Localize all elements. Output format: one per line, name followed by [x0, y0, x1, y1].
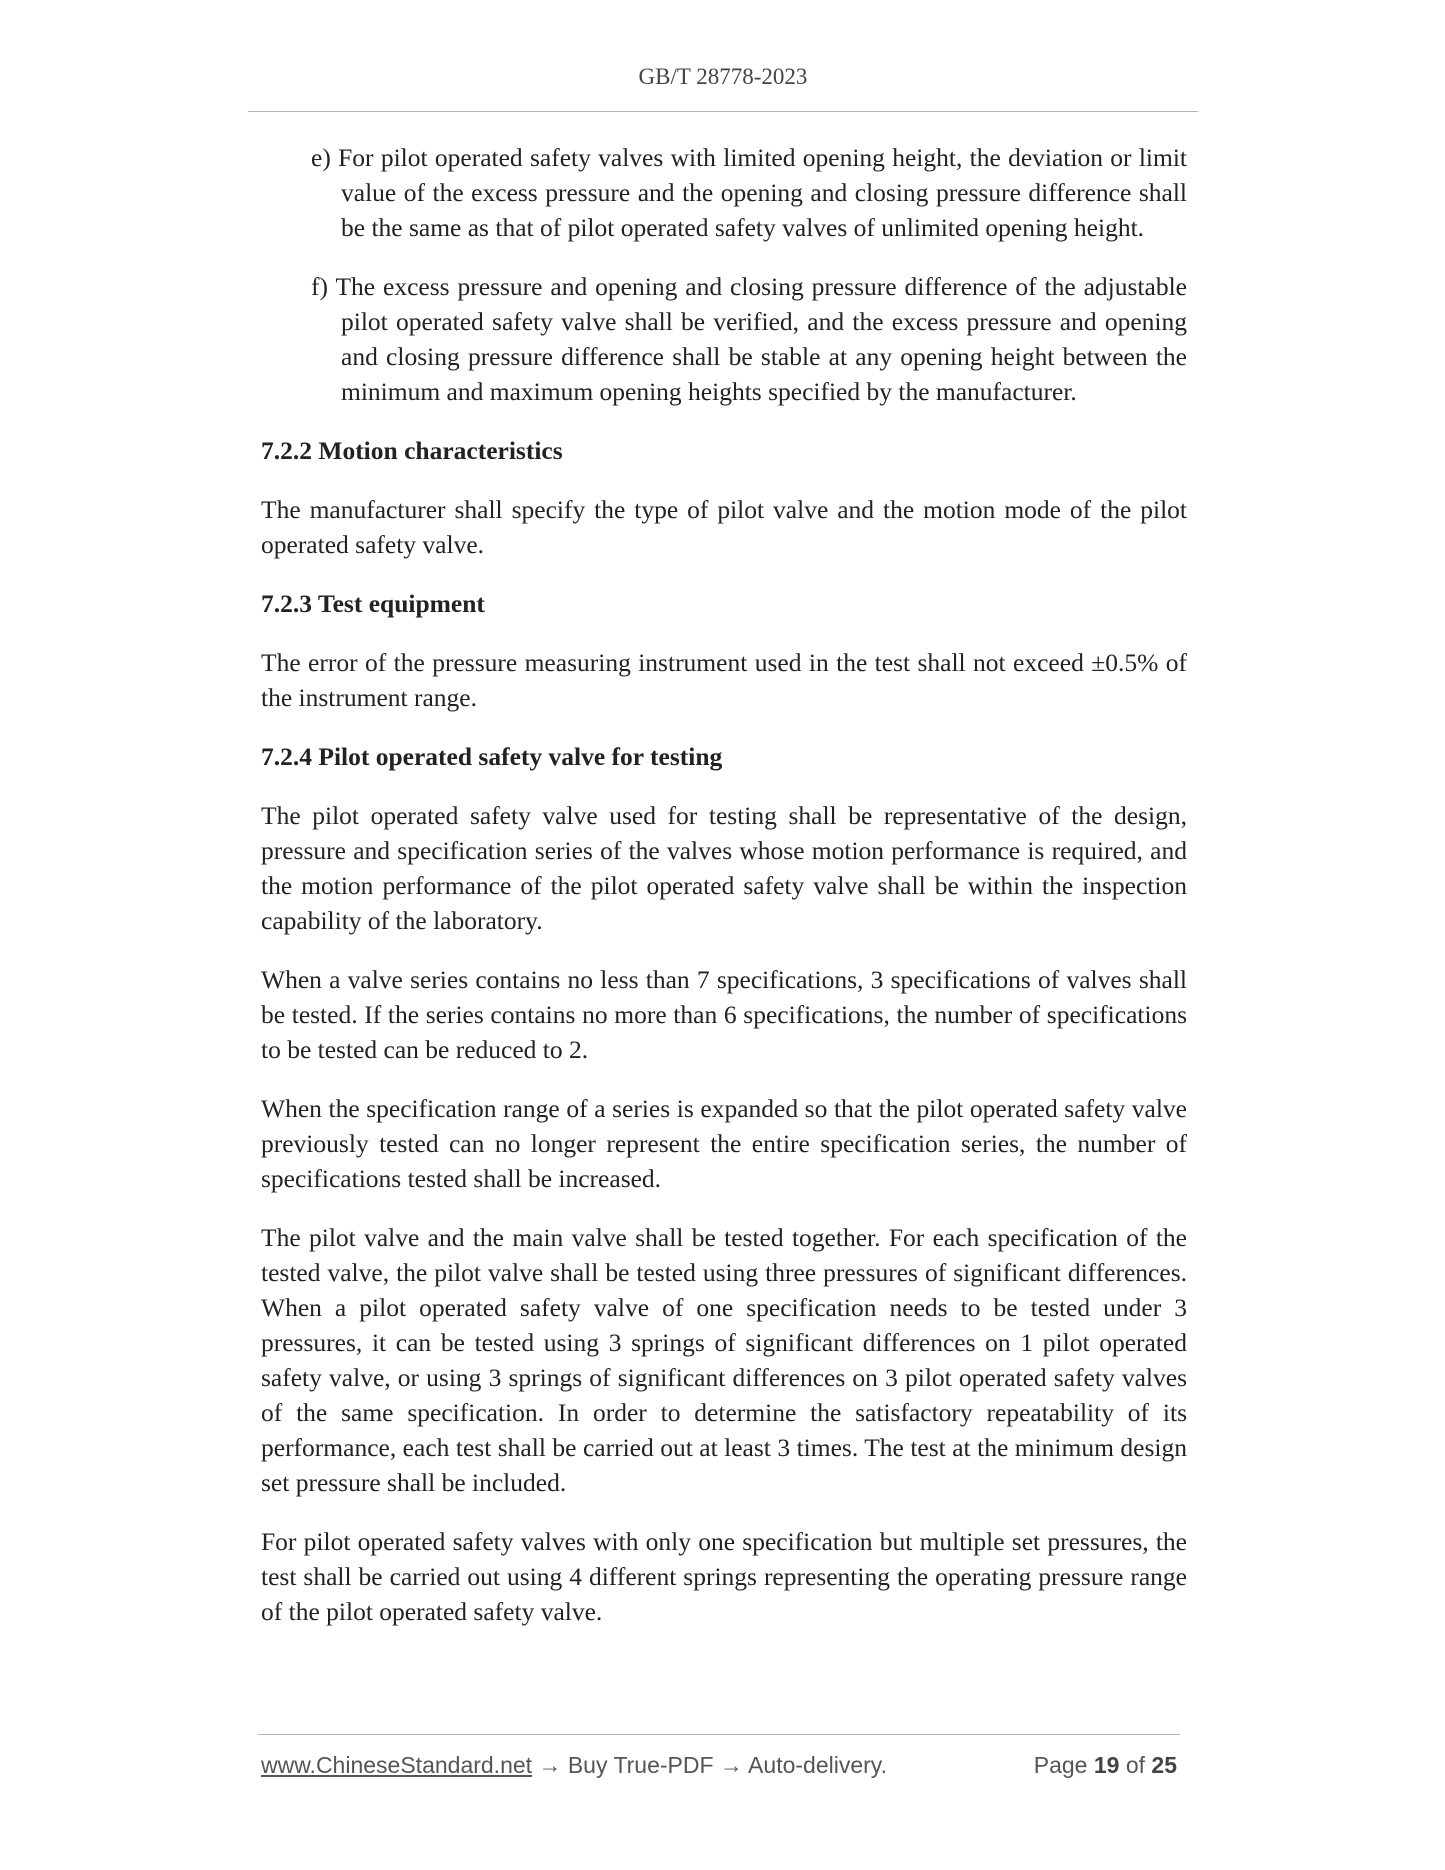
page-total: 25	[1151, 1752, 1177, 1778]
footer-divider	[258, 1734, 1180, 1735]
section-heading-7-2-3: 7.2.3 Test equipment	[261, 589, 485, 618]
website-link[interactable]: www.ChineseStandard.net	[261, 1752, 533, 1778]
list-item-f: f) The excess pressure and opening and closing pressure difference of the adjustable pilot operated safety valve shall be verified, and the excess pressure and opening and closing pressure difference shall be stable at any opening height between the minimum and maximum opening heights specified by the manufacturer.	[311, 272, 1187, 406]
page-footer	[261, 1752, 1181, 1779]
document-body	[261, 140, 1187, 1629]
section-heading-7-2-2: 7.2.2 Motion characteristics	[261, 436, 563, 465]
page-label: Page	[1033, 1752, 1088, 1778]
paragraph-7-2-4-3: When the specification range of a series is expanded so that the pilot operated safety valve previously tested can no longer represent the entire specification series, the number of specifications tested shall be increased.	[261, 1094, 1187, 1193]
paragraph-7-2-4-4: The pilot valve and the main valve shall be tested together. For each specification of the tested valve, the pilot valve shall be tested using three pressures of significant differences. When a pilot operated safety valve of one specification needs to be tested under 3 pressures, it can be tested using 3 springs of significant differences on 1 pilot operated safety valve, or using 3 springs of significant differences on 3 pilot operated safety valves of the same specification. In order to determine the satisfactory repeatability of its performance, each test shall be carried out at least 3 times. The test at the minimum design set pressure shall be included.	[261, 1223, 1187, 1497]
paragraph-7-2-4-5: For pilot operated safety valves with only one specification but multiple set pressures, the test shall be carried out using 4 different springs representing the operating pressure range of the pilot operated safety valve.	[261, 1527, 1187, 1626]
paragraph-7-2-2: The manufacturer shall specify the type of pilot valve and the motion mode of the pilot operated safety valve.	[261, 495, 1187, 559]
footer-promo-text: → Buy True-PDF → Auto-delivery.	[532, 1752, 887, 1778]
document-header: GB/T 28778-2023	[638, 64, 808, 89]
section-heading-7-2-4: 7.2.4 Pilot operated safety valve for testing	[261, 742, 723, 771]
page-current: 19	[1093, 1752, 1120, 1778]
paragraph-7-2-3: The error of the pressure measuring instrument used in the test shall not exceed ±0.5% of the instrument range.	[261, 648, 1187, 712]
paragraph-7-2-4-2: When a valve series contains no less than 7 specifications, 3 specifications of valves shall be tested. If the series contains no more than 6 specifications, the number of specifications to be tested can be reduced to 2.	[261, 965, 1187, 1064]
page-indicator	[1034, 1752, 1177, 1779]
paragraph-7-2-4-1: The pilot operated safety valve used for testing shall be representative of the design, pressure and specification series of the valves whose motion performance is required, and the motion performance of the pilot operated safety valve shall be within the inspection capability of the laboratory.	[261, 801, 1187, 935]
page-of: of	[1125, 1752, 1146, 1778]
header-divider	[248, 111, 1198, 112]
list-item-e: e) For pilot operated safety valves with limited opening height, the deviation or limit value of the excess pressure and the opening and closing pressure difference shall be the same as that of pilot operated safety valves of unlimited opening height.	[311, 143, 1187, 242]
